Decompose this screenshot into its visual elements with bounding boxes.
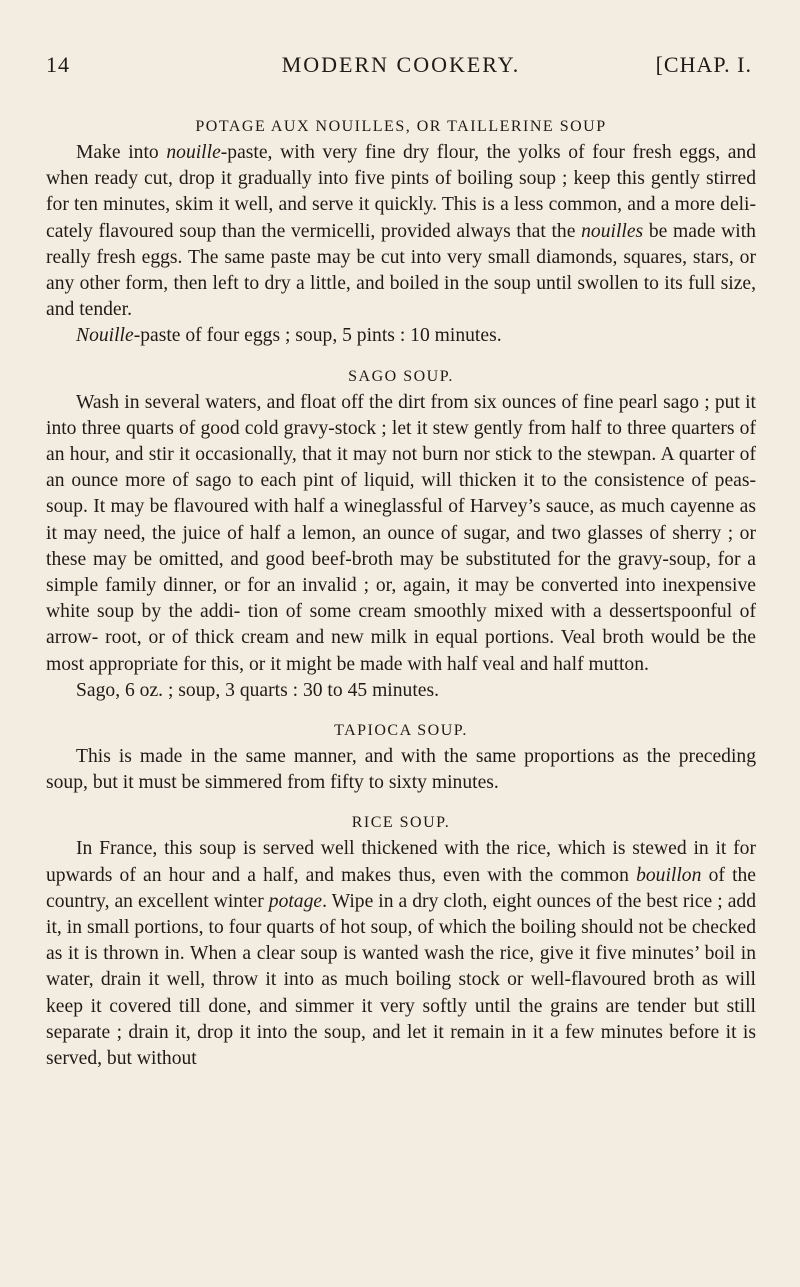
recipe-body: Wash in several waters, and float off the dirt from six ounces of fine pearl sago ; put it into three quarts of good cold gravy-stock ; let it stew gently from half to three quarters of an hour, and stir it occasionally, that it may not burn nor stick to the stewpan. A quarter of an ounce more of sago to each pint of liquid, will thicken it to the consistence of peas-soup. It may be flavoured with half a wineglassful of Harvey’s sauce, as much cayenne as it may need, the juice of half a lemon, an ounce of sugar, and two glasses of sherry ; or these may be omitted, and good beef-broth may be substituted for the gravy-soup, for a simple family dinner, or for an invalid ; or, again, it may be converted into inexpensive white soup by the addi- tion of some cream smoothly mixed with a dessertspoonful of arrow- root, or of thick cream and new milk in equal portions. Veal broth would be the most appropriate for this, or it might be made with half veal and half mutton.: [46, 391, 756, 675]
recipe-sago-soup: [46, 368, 756, 704]
recipe-rice-soup: [46, 814, 756, 1072]
recipe-body: In France, this soup is served well thickened with the rice, which is stewed in it for upwards of an hour and a half, and makes thus, even with the common bouillon of the country, an excellent winter potage. Wipe in a dry cloth, eight ounces of the best rice ; add it, in small portions, to four quarts of hot soup, of which the boiling should not be checked as it is thrown in. When a clear soup is wanted wash the rice, give it five minutes’ boil in water, drain it well, throw it into as much boiling stock or well-flavoured broth as will keep it covered till done, and simmer it very softly until the grains are tender but still separate ; drain it, drop it into the soup, and let it remain in it a few minutes before it is served, but without: [46, 838, 757, 1070]
page: [0, 52, 800, 1287]
running-header: [46, 52, 756, 92]
section-title: SAGO SOUP.: [348, 367, 454, 385]
recipe-tapioca-soup: [46, 722, 756, 796]
section-title: TAPIOCA SOUP.: [334, 722, 468, 740]
page-number: 14: [46, 52, 70, 77]
recipe-summary: Sago, 6 oz. ; soup, 3 quarts : 30 to 45 minutes.: [76, 679, 440, 701]
running-title: MODERN COOKERY.: [281, 52, 521, 77]
recipe-summary: Nouille-paste of four eggs ; soup, 5 pints : 10 minutes.: [76, 325, 502, 347]
section-title: POTAGE AUX NOUILLES, OR TAILLERINE SOUP: [195, 118, 607, 135]
recipe-nouilles-soup: [46, 118, 756, 350]
recipe-body: This is made in the same manner, and with the same proportions as the preceding soup, but it must be simmered from fifty to sixty minutes.: [46, 746, 756, 794]
section-title: RICE SOUP.: [351, 814, 451, 832]
recipe-body: Make into nouille-paste, with very fine dry flour, the yolks of four fresh eggs, and when ready cut, drop it gradually into five pints of boiling soup ; keep this gently stirred for ten minutes, skim it well, and serve it quickly. This is a less common, and a more deli- cately flavoured soup than the vermicelli, provided always that the nouilles be made with really fresh eggs. The same paste may be cut into very small diamonds, squares, stars, or any other form, then left to dry a little, and boiled in the soup until swollen to its full size, and tender.: [46, 142, 757, 321]
chapter-reference: [CHAP. I.: [655, 52, 752, 77]
